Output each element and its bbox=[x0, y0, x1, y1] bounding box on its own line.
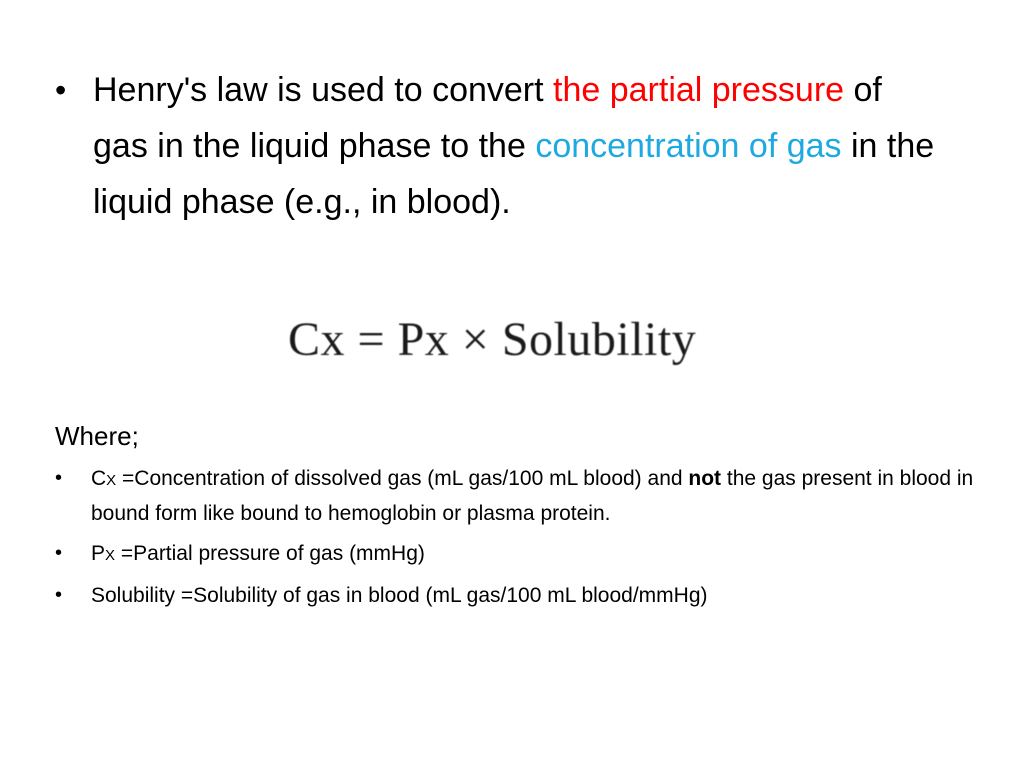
bullet-icon: • bbox=[55, 584, 63, 606]
main-bullet-text bbox=[93, 62, 935, 230]
definitions-list bbox=[55, 462, 975, 619]
term-c: C bbox=[91, 467, 107, 490]
main-text-part3: in the liquid phase (e.g., in blood). bbox=[93, 127, 935, 221]
bullet-icon: • bbox=[55, 72, 67, 108]
main-text-part2: of gas in the liquid phase to the bbox=[93, 71, 882, 165]
definition-body: =Partial pressure of gas (mmHg) bbox=[115, 542, 425, 565]
bullet-icon: • bbox=[55, 467, 63, 489]
term-subscript: X bbox=[105, 547, 116, 564]
where-label: Where; bbox=[55, 421, 139, 451]
term-p: P bbox=[91, 542, 106, 565]
definition-solubility bbox=[55, 579, 975, 612]
henrys-law-formula: Cx = Px × Solubility bbox=[288, 313, 697, 366]
definition-bold-not: not bbox=[688, 467, 722, 490]
definition-cx bbox=[55, 462, 975, 530]
main-text-part1: Henry's law is used to convert bbox=[93, 71, 554, 109]
main-bullet-point bbox=[55, 62, 935, 230]
highlight-concentration: concentration of gas bbox=[535, 127, 842, 165]
term-subscript: X bbox=[106, 472, 117, 489]
highlight-partial-pressure: the partial pressure bbox=[553, 71, 845, 109]
definition-text bbox=[91, 462, 975, 530]
definition-before-bold: =Concentration of dissolved gas (mL gas/100 mL blood) and bbox=[116, 467, 689, 490]
bullet-icon: • bbox=[55, 542, 63, 564]
definition-text bbox=[91, 537, 425, 572]
definition-px bbox=[55, 537, 975, 572]
definition-after-bold: the gas present in blood in bound form like bound to hemoglobin or plasma protein. bbox=[91, 467, 974, 525]
definition-text: Solubility =Solubility of gas in blood (mL gas/100 mL blood/mmHg) bbox=[91, 584, 708, 607]
